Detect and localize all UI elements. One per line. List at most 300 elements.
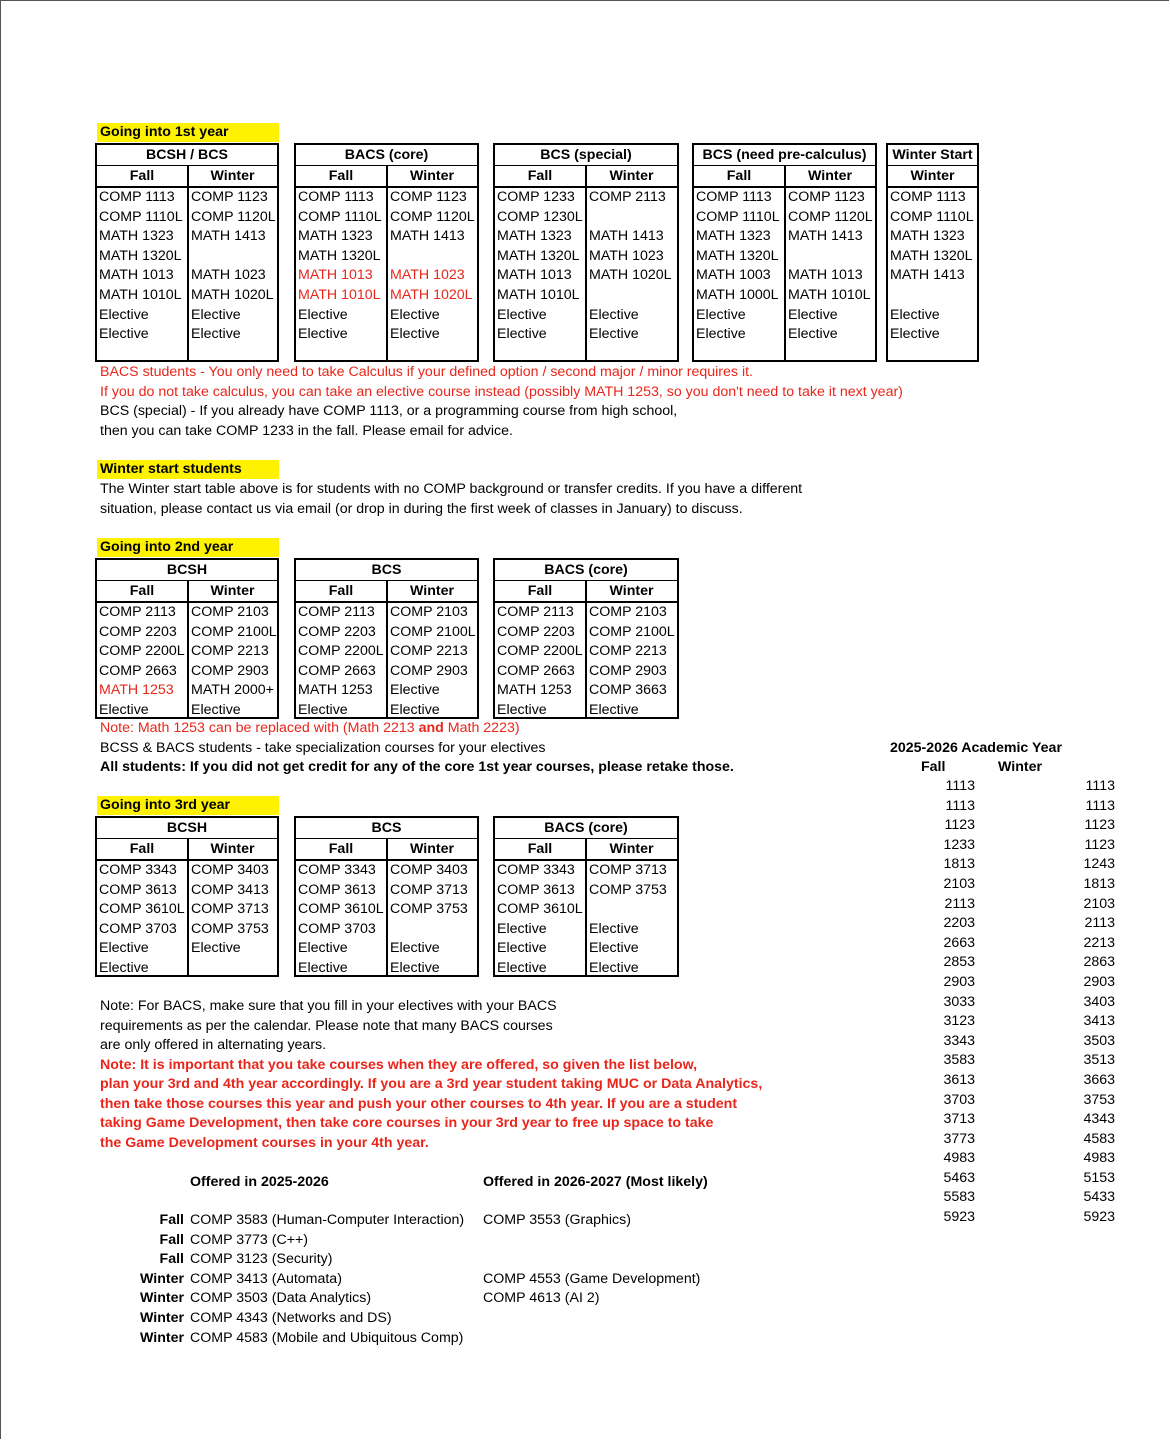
academic-year-row xyxy=(920,993,1115,1013)
academic-year-winter-value: 5923 xyxy=(1083,1209,1115,1226)
academic-year-row xyxy=(920,914,1115,934)
academic-year-fall-value: 3343 xyxy=(943,1032,975,1049)
year2-table-body xyxy=(97,603,277,719)
year3-cell: Elective xyxy=(191,940,241,957)
year3-cell: COMP 3703 xyxy=(298,920,376,937)
academic-year-winter-value: 1113 xyxy=(1085,797,1115,814)
year1-cell: COMP 1113 xyxy=(696,189,772,205)
year2-cell: COMP 2203 xyxy=(497,623,575,640)
year1-col-winter-header: Winter xyxy=(807,168,852,184)
academic-year-row xyxy=(920,895,1115,915)
academic-year-row xyxy=(920,1110,1115,1130)
year1-col-fall-header: Fall xyxy=(694,166,786,186)
bacs-note-3: are only offered in alternating years. xyxy=(100,1037,327,1053)
year1-column-winter xyxy=(786,188,873,362)
academic-year-winter-value: 3413 xyxy=(1083,1013,1115,1030)
academic-year-row xyxy=(920,816,1115,836)
year3-column-fall xyxy=(495,861,587,977)
note-math1253: Note: Math 1253 can be replaced with (Math 2213 and Math 2223) xyxy=(100,720,520,736)
year3-col-winter-header: Winter xyxy=(409,841,454,857)
offered-term: Fall xyxy=(159,1212,184,1228)
academic-year-fall-value: 2903 xyxy=(943,973,975,990)
year2-table-title: BCS xyxy=(296,560,477,581)
year1-cell: MATH 1320L xyxy=(298,247,381,264)
note-specialization: BCSS & BACS students - take specialization courses for your electives xyxy=(100,740,546,756)
academic-year-fall-value: 1123 xyxy=(944,817,975,834)
year2-cell: MATH 1253 xyxy=(298,682,373,699)
year2-col-winter-header: Winter xyxy=(210,583,255,599)
year3-col-fall-header: Fall xyxy=(495,839,587,859)
year2-col-winter-header: Winter xyxy=(409,583,454,599)
year1-cell: MATH 1003 xyxy=(696,267,771,284)
year2-table-title: BACS (core) xyxy=(495,560,677,581)
offered-course-2025: COMP 3583 (Human-Computer Interaction) xyxy=(190,1212,465,1228)
year2-cell: COMP 2213 xyxy=(191,643,269,660)
academic-year-row xyxy=(920,1130,1115,1150)
year1-table-title: BCSH / BCS xyxy=(97,145,277,166)
year1-cell: COMP 1120L xyxy=(390,208,475,225)
year2-cell: MATH 2000+ xyxy=(191,682,274,699)
year3-table-3 xyxy=(493,816,679,977)
academic-year-winter-value: 2103 xyxy=(1083,895,1115,912)
academic-year-row xyxy=(920,1012,1115,1032)
academic-year-winter-value: 1123 xyxy=(1084,817,1115,834)
academic-year-row xyxy=(920,953,1115,973)
academic-year-row xyxy=(920,855,1115,875)
year1-cell: COMP 1110L xyxy=(696,208,780,225)
year2-col-fall-header: Fall xyxy=(97,581,189,601)
year1-table-header xyxy=(97,166,277,188)
winter-start-line-1: The Winter start table above is for students with no COMP background or transfer credits. If you have a different xyxy=(100,481,803,497)
important-note-1: Note: It is important that you take courses when they are offered, so given the list below, xyxy=(100,1057,698,1073)
year1-cell: MATH 1013 xyxy=(298,267,373,284)
year1-table-header xyxy=(694,166,875,188)
year3-cell: Elective xyxy=(497,959,547,976)
academic-year-winter-value: 5153 xyxy=(1083,1169,1115,1186)
year1-cell: Elective xyxy=(390,326,440,343)
year3-cell: COMP 3343 xyxy=(298,862,376,878)
year2-cell: Elective xyxy=(390,682,440,699)
year3-col-fall-header: Fall xyxy=(296,839,388,859)
year1-cell: MATH 1020L xyxy=(390,286,473,303)
year3-cell: COMP 3703 xyxy=(99,920,177,937)
year3-table-title: BACS (core) xyxy=(495,818,677,839)
academic-year-winter-value: 2213 xyxy=(1083,934,1115,951)
year3-column-winter xyxy=(388,861,468,977)
year3-col-winter-header: Winter xyxy=(609,841,654,857)
year1-column-winter xyxy=(888,188,977,362)
year1-cell: MATH 1413 xyxy=(191,228,266,245)
year1-table-title: BCS (special) xyxy=(495,145,677,166)
year3-cell: Elective xyxy=(589,920,639,937)
year1-cell: COMP 1120L xyxy=(788,208,873,225)
year1-cell: COMP 1110L xyxy=(890,208,974,225)
year1-table-4 xyxy=(692,143,877,362)
year1-table-title: BCS (need pre-calculus) xyxy=(694,145,875,166)
year1-col-fall-header: Fall xyxy=(97,166,189,186)
year1-cell: Elective xyxy=(589,306,639,323)
academic-year-winter-value: 4583 xyxy=(1083,1130,1115,1147)
academic-year-fall-value: 3123 xyxy=(943,1013,975,1030)
academic-year-winter-value: 3513 xyxy=(1083,1052,1115,1069)
year1-table-body xyxy=(296,188,477,362)
academic-year-row xyxy=(920,934,1115,954)
year1-cell xyxy=(888,286,977,306)
year2-cell: COMP 2200L xyxy=(298,643,384,660)
offered-course-2026: COMP 3553 (Graphics) xyxy=(483,1212,631,1228)
year1-table-body xyxy=(97,188,277,362)
academic-year-fall-value: 1233 xyxy=(943,836,975,853)
year1-cell: COMP 1113 xyxy=(99,189,175,205)
year1-cell: Elective xyxy=(696,306,746,323)
year1-col-winter-header: Winter xyxy=(210,168,255,184)
offered-term: Winter xyxy=(139,1329,184,1346)
academic-year-fall-value: 5583 xyxy=(943,1189,975,1206)
year1-cell: COMP 2113 xyxy=(589,189,666,205)
year2-column-fall xyxy=(495,603,587,719)
year3-cell: Elective xyxy=(99,959,149,976)
important-note-3: then take those courses this year and push your other courses to 4th year. If you are a student xyxy=(100,1096,738,1112)
year1-col-winter-header: Winter xyxy=(609,168,654,184)
year2-cell: COMP 2663 xyxy=(497,662,575,679)
year2-table-2 xyxy=(294,558,479,719)
year2-table-body xyxy=(495,603,677,719)
year1-cell: Elective xyxy=(696,326,746,343)
year3-cell: COMP 3610L xyxy=(298,901,384,918)
academic-year-winter-value: 1113 xyxy=(1085,778,1115,794)
year3-cell xyxy=(189,959,269,979)
year1-col-fall-header: Fall xyxy=(495,166,587,186)
year3-column-fall xyxy=(97,861,189,977)
year2-cell: COMP 2903 xyxy=(191,662,269,679)
year2-cell: Elective xyxy=(497,701,547,718)
offered-2025-heading: Offered in 2025-2026 xyxy=(190,1174,329,1190)
year3-cell: COMP 3613 xyxy=(497,881,575,898)
year1-cell: Elective xyxy=(497,306,547,323)
note-bcs-special-1: BCS (special) - If you already have COMP 1113, or a programming course from high school, xyxy=(100,403,678,419)
year3-table-body xyxy=(495,861,677,977)
year1-cell: MATH 1013 xyxy=(788,267,863,284)
year1-table-body xyxy=(495,188,677,362)
year2-column-fall xyxy=(97,603,189,719)
year2-table-header xyxy=(296,581,477,603)
year3-cell: Elective xyxy=(497,940,547,957)
academic-year-fall-value: 2853 xyxy=(943,954,975,971)
academic-year-fall-label: Fall xyxy=(921,759,946,775)
offered-course-2025: COMP 3503 (Data Analytics) xyxy=(190,1290,372,1307)
academic-year-row xyxy=(920,1071,1115,1091)
year3-cell: Elective xyxy=(99,940,149,957)
year2-cell: COMP 2103 xyxy=(589,604,667,620)
year1-column-fall xyxy=(495,188,587,362)
year1-table-body xyxy=(888,188,977,362)
year3-cell: Elective xyxy=(589,940,639,957)
year2-cell: COMP 2213 xyxy=(589,643,667,660)
academic-year-fall-value: 2103 xyxy=(943,875,975,892)
offered-course-2026: COMP 4553 (Game Development) xyxy=(483,1270,701,1287)
year1-column-winter xyxy=(587,188,672,362)
year3-column-winter xyxy=(587,861,667,977)
year1-cell: MATH 1320L xyxy=(890,247,973,264)
academic-year-fall-value: 3703 xyxy=(943,1091,975,1108)
offered-course-2025: COMP 3773 (C++) xyxy=(190,1231,309,1248)
year3-cell: COMP 3753 xyxy=(390,901,468,918)
year1-cell: COMP 1123 xyxy=(788,189,865,205)
year2-cell: COMP 2100L xyxy=(589,623,675,640)
year1-cell: COMP 1110L xyxy=(99,208,183,225)
year3-cell: COMP 3343 xyxy=(497,862,575,878)
year1-table-header xyxy=(495,166,677,188)
academic-year-row xyxy=(920,1091,1115,1111)
year1-cell: Elective xyxy=(589,326,639,343)
academic-year-winter-value: 3403 xyxy=(1083,993,1115,1010)
year2-table-header xyxy=(495,581,677,603)
year3-column-fall xyxy=(296,861,388,977)
year1-cell: MATH 1023 xyxy=(390,267,465,284)
year1-cell: Elective xyxy=(390,306,440,323)
year1-cell: Elective xyxy=(788,326,838,343)
academic-year-fall-value: 1813 xyxy=(943,856,975,873)
year1-cell xyxy=(587,208,672,228)
academic-year-fall-value: 4983 xyxy=(943,1150,975,1167)
year2-cell: Elective xyxy=(390,701,440,718)
note-no-calculus: If you do not take calculus, you can take an elective course instead (possibly MATH 1253, so you don't need to take it next year) xyxy=(100,384,903,400)
year3-cell xyxy=(388,920,468,940)
year1-column-winter xyxy=(189,188,276,362)
year3-table-header xyxy=(495,839,677,861)
note-bcs-special-2: then you can take COMP 1233 in the fall. Please email for advice. xyxy=(100,423,513,439)
year1-cell: MATH 1320L xyxy=(99,247,182,264)
year1-cell: Elective xyxy=(497,326,547,343)
year2-cell: COMP 2903 xyxy=(589,662,667,679)
year1-cell: MATH 1413 xyxy=(890,267,965,284)
year3-cell: Elective xyxy=(497,920,547,937)
year2-cell: Elective xyxy=(589,701,639,718)
year3-table-title: BCSH xyxy=(97,818,277,839)
year1-cell: COMP 1230L xyxy=(497,208,583,225)
year1-cell: Elective xyxy=(298,326,348,343)
year3-col-winter-header: Winter xyxy=(210,841,255,857)
year3-cell: COMP 3403 xyxy=(191,862,269,878)
offered-2026-heading: Offered in 2026-2027 (Most likely) xyxy=(483,1174,708,1190)
academic-year-row xyxy=(920,1169,1115,1189)
year1-cell xyxy=(388,247,475,267)
year1-cell: MATH 1323 xyxy=(99,228,174,245)
academic-year-row xyxy=(920,797,1115,817)
academic-year-row xyxy=(920,1208,1115,1228)
year2-col-fall-header: Fall xyxy=(296,581,388,601)
year2-col-fall-header: Fall xyxy=(495,581,587,601)
year2-cell: MATH 1253 xyxy=(99,682,174,699)
academic-year-row xyxy=(920,1149,1115,1169)
academic-year-winter-value: 5433 xyxy=(1083,1189,1115,1206)
year2-heading: Going into 2nd year xyxy=(97,538,279,557)
year1-column-winter xyxy=(388,188,475,362)
year2-cell: COMP 2113 xyxy=(497,604,574,620)
academic-year-row xyxy=(920,1032,1115,1052)
year2-cell: COMP 2663 xyxy=(298,662,376,679)
year1-cell: MATH 1010L xyxy=(298,286,381,303)
year2-cell: COMP 2100L xyxy=(191,623,277,640)
academic-year-winter-value: 2113 xyxy=(1084,915,1115,932)
note-retake: All students: If you did not get credit for any of the core 1st year courses, please retake those. xyxy=(100,759,734,775)
year1-col-winter-header: Winter xyxy=(409,168,454,184)
year1-cell: MATH 1413 xyxy=(390,228,465,245)
academic-year-fall-value: 2203 xyxy=(943,915,975,932)
academic-year-row xyxy=(920,1188,1115,1208)
year3-cell: COMP 3713 xyxy=(191,901,269,918)
academic-year-fall-value: 3033 xyxy=(943,993,975,1010)
academic-year-fall-value: 5923 xyxy=(943,1209,975,1226)
year1-cell: COMP 1120L xyxy=(191,208,276,225)
year2-cell: COMP 3663 xyxy=(589,682,667,699)
academic-year-winter-value: 2903 xyxy=(1083,973,1115,990)
year1-cell: Elective xyxy=(191,326,241,343)
year1-cell: COMP 1113 xyxy=(298,189,374,205)
year1-table-5 xyxy=(886,143,979,362)
year1-cell: Elective xyxy=(890,306,940,323)
year3-table-header xyxy=(296,839,477,861)
year3-cell: COMP 3753 xyxy=(589,881,667,898)
year1-table-title: BACS (core) xyxy=(296,145,477,166)
academic-year-winter-label: Winter xyxy=(998,759,1043,775)
year1-cell: MATH 1020L xyxy=(191,286,274,303)
year2-column-winter xyxy=(587,603,675,719)
year3-cell: Elective xyxy=(390,959,440,976)
year3-cell: COMP 3613 xyxy=(298,881,376,898)
year1-cell: COMP 1110L xyxy=(298,208,382,225)
year1-column-fall xyxy=(694,188,786,362)
academic-year-row xyxy=(920,1051,1115,1071)
academic-year-fall-value: 3613 xyxy=(943,1071,975,1088)
year3-table-title: BCS xyxy=(296,818,477,839)
academic-year-winter-value: 1813 xyxy=(1083,875,1115,892)
year1-cell: MATH 1013 xyxy=(497,267,572,284)
important-note-2: plan your 3rd and 4th year accordingly. If you are a 3rd year student taking MUC or Data Analytics, xyxy=(100,1076,763,1092)
year1-table-body xyxy=(694,188,875,362)
year3-cell: COMP 3753 xyxy=(191,920,269,937)
year3-cell: COMP 3413 xyxy=(191,881,269,898)
offered-course-2025: COMP 3413 (Automata) xyxy=(190,1270,342,1287)
year3-cell: COMP 3613 xyxy=(99,881,177,898)
offered-course-2025: COMP 4583 (Mobile and Ubiquitous Comp) xyxy=(190,1329,464,1346)
year2-cell: COMP 2103 xyxy=(390,604,468,620)
academic-year-winter-value: 3663 xyxy=(1083,1071,1115,1088)
year1-cell: Elective xyxy=(191,306,241,323)
year3-column-winter xyxy=(189,861,269,977)
academic-year-winter-value: 4343 xyxy=(1083,1111,1115,1128)
academic-year-winter-value: 1123 xyxy=(1084,836,1115,853)
year1-cell: MATH 1413 xyxy=(788,228,863,245)
year1-table-header xyxy=(296,166,477,188)
year1-column-fall xyxy=(296,188,388,362)
year3-cell: Elective xyxy=(298,959,348,976)
year1-table-2 xyxy=(294,143,479,362)
year1-cell: MATH 1010L xyxy=(497,286,580,303)
year3-cell: COMP 3713 xyxy=(390,881,468,898)
year2-cell: COMP 2113 xyxy=(99,604,176,620)
academic-year-winter-value: 3503 xyxy=(1083,1032,1115,1049)
year3-table-1 xyxy=(95,816,279,977)
year2-table-1 xyxy=(95,558,279,719)
year2-cell: COMP 2113 xyxy=(298,604,375,620)
year2-cell: COMP 2903 xyxy=(390,662,468,679)
academic-year-winter-value: 2863 xyxy=(1083,954,1115,971)
year1-cell: Elective xyxy=(99,306,149,323)
year1-cell: COMP 1233 xyxy=(497,189,575,205)
year3-cell: COMP 3610L xyxy=(99,901,185,918)
year1-col-fall-header: Fall xyxy=(296,166,388,186)
year2-table-header xyxy=(97,581,277,603)
year1-cell: Elective xyxy=(99,326,149,343)
offered-course-2026: COMP 4613 (AI 2) xyxy=(483,1290,600,1307)
year3-table-header xyxy=(97,839,277,861)
year1-cell: MATH 1320L xyxy=(696,247,779,264)
year2-cell: COMP 2203 xyxy=(99,623,177,640)
year1-cell: COMP 1113 xyxy=(890,189,966,205)
year3-table-body xyxy=(296,861,477,977)
offered-course-2025: COMP 4343 (Networks and DS) xyxy=(190,1310,392,1326)
year1-table-title: Winter Start xyxy=(888,145,977,166)
offered-term: Fall xyxy=(159,1231,184,1248)
winter-start-line-2: situation, please contact us via email (or drop in during the first week of classes in January) to discuss. xyxy=(100,501,743,517)
year2-cell: COMP 2100L xyxy=(390,623,476,640)
year2-cell: Elective xyxy=(298,701,348,718)
year3-table-2 xyxy=(294,816,479,977)
year1-cell: MATH 1023 xyxy=(191,267,266,284)
year2-cell: COMP 2663 xyxy=(99,662,177,679)
year3-cell: COMP 3713 xyxy=(589,862,667,878)
academic-year-title: 2025-2026 Academic Year xyxy=(890,740,1062,756)
year2-col-winter-header: Winter xyxy=(609,583,654,599)
year2-column-winter xyxy=(388,603,476,719)
important-note-5: the Game Development courses in your 4th year. xyxy=(100,1135,429,1151)
year2-table-title: BCSH xyxy=(97,560,277,581)
year2-cell: COMP 2213 xyxy=(390,643,468,660)
note-bacs-calculus: BACS students - You only need to take Calculus if your defined option / second major / minor requires it. xyxy=(100,364,753,380)
year3-cell xyxy=(587,900,667,920)
academic-year-fall-value: 1113 xyxy=(945,778,975,794)
year1-cell: MATH 1010L xyxy=(99,286,182,303)
year1-cell: COMP 1123 xyxy=(191,189,268,205)
academic-year-row xyxy=(920,875,1115,895)
bacs-note-1: Note: For BACS, make sure that you fill in your electives with your BACS xyxy=(100,998,557,1014)
year1-cell: Elective xyxy=(298,306,348,323)
academic-year-winter-value: 3753 xyxy=(1083,1091,1115,1108)
year1-heading: Going into 1st year xyxy=(97,123,279,142)
offered-term: Winter xyxy=(139,1290,184,1307)
important-note-4: taking Game Development, then take core courses in your 3rd year to free up space to take xyxy=(100,1115,714,1131)
academic-year-row xyxy=(920,973,1115,993)
year1-cell: MATH 1320L xyxy=(497,247,580,264)
academic-year-list xyxy=(920,777,1115,1228)
year1-cell: MATH 1323 xyxy=(298,228,373,245)
academic-year-row xyxy=(920,777,1115,797)
academic-year-winter-value: 1243 xyxy=(1083,856,1115,873)
offered-term: Winter xyxy=(139,1310,184,1326)
year3-cell: Elective xyxy=(298,940,348,957)
offered-term: Winter xyxy=(139,1270,184,1287)
year1-cell: Elective xyxy=(788,306,838,323)
year2-cell: COMP 2103 xyxy=(191,604,269,620)
academic-year-fall-value: 3583 xyxy=(943,1052,975,1069)
year3-cell: COMP 3343 xyxy=(99,862,177,878)
year1-table-3 xyxy=(493,143,679,362)
year1-cell: MATH 1323 xyxy=(696,228,771,245)
year3-cell: COMP 3610L xyxy=(497,901,583,918)
year2-cell: Elective xyxy=(99,701,149,718)
bacs-note-2: requirements as per the calendar. Please note that many BACS courses xyxy=(100,1018,553,1034)
